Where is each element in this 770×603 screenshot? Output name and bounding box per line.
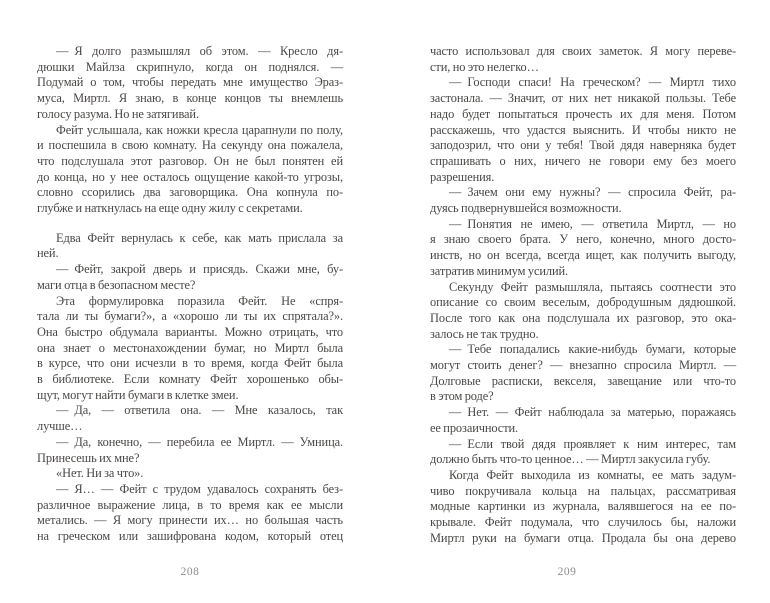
text-line: Фейт услышала, как ножки кресла царапнули по полу,	[56, 122, 343, 137]
text-line: в этом роде?	[430, 389, 494, 404]
text-line: После того как она подслушала их разговор, это ока-	[430, 310, 736, 325]
text-line: — Нет. — Фейт наблюдала за матерью, поражаясь	[449, 405, 736, 420]
text-line: Секунду Фейт размышляла, пытаясь соотнести это	[449, 279, 736, 294]
text-line: Долговые расписки, векселя, завещание или что-то	[430, 373, 736, 388]
text-line: залось не так трудно.	[430, 326, 539, 341]
left-page-text	[37, 44, 343, 545]
text-line: Подумай о том, чтобы передать мне имущество Эраз-	[37, 75, 343, 90]
right-page-text	[430, 44, 736, 547]
text-line: она знает о местонахождении бумаг, но Миртл была	[37, 340, 343, 355]
text-line: маги отца в безопасном месте?	[37, 277, 196, 292]
text-line: могут стоить денег? — внезапно спросила Миртл. —	[430, 358, 736, 373]
text-line: на греческом или зашифрована кодом, который отец	[37, 529, 343, 544]
text-line: — Тебе попадались какие-нибудь бумаги, которые	[449, 342, 736, 357]
text-line: дуясь подвернувшейся возможности.	[430, 201, 622, 216]
text-line: расскажешь, что удастся выяснить. И чтобы никто не	[430, 122, 736, 137]
text-line: должно быть что-то ценное… — Миртл закусила губу.	[430, 452, 711, 467]
text-line: ее прозаичности.	[430, 420, 519, 435]
text-line: словно ссорились два заговорщика. Она копнула по-	[37, 185, 343, 200]
text-line: муса, Миртл. Я знаю, в конце концов ты внемлешь	[37, 91, 343, 106]
text-line: описание со своим веселым, добродушным дядюшкой.	[430, 295, 736, 310]
text-line: — Я долго размышлял об этом. — Кресло дя-	[56, 44, 343, 58]
section-break	[37, 217, 343, 231]
text-line: Миртл руки на бумаги отца. Продала бы она дерево	[430, 530, 736, 545]
text-line: я знаю своего брата. У него, конечно, много досто-	[430, 232, 736, 247]
text-line: голосу разума. Но не затягивай.	[37, 106, 199, 121]
text-line: в курсе, что они исчезли в то время, когда Фейт была	[37, 356, 343, 371]
text-line: надо будет попытаться прочесть их для меня. Потом	[430, 106, 736, 121]
text-line: — Если твой дядя проявляет к ним интерес, там	[449, 436, 736, 451]
text-line: в библиотеке. Если комнату Фейт хорошенько обы-	[37, 372, 343, 387]
text-line: — Господи спаси! На греческом? — Миртл тихо	[449, 75, 736, 90]
text-line: тала ли ты бумаги?», а «хорошо ли ты их спрятала?».	[37, 309, 343, 324]
text-line: — Понятия не имею, — ответила Миртл, — но	[449, 216, 736, 231]
text-line: лучше…	[37, 419, 83, 434]
text-line: ней.	[37, 246, 59, 261]
text-line: спрашивать о них, ничего не говори ему без моего	[430, 153, 736, 168]
text-line: крывале. Фейт подумала, что случилось бы, наложи	[430, 515, 736, 530]
text-line: Эта формулировка поразила Фейт. Не «спря-	[56, 293, 343, 308]
text-line: — Да, — ответила она. — Мне казалось, так	[56, 403, 343, 418]
text-line: инств, но он всегда, всегда ищет, как получить выгоду,	[430, 248, 736, 263]
text-line: до конца, но у нее осталось ощущение какой-то угрозы,	[37, 169, 343, 184]
text-line: заподозрил, что они у тебя! Твой дядя наверняка будет	[430, 138, 736, 153]
left-page-number: 208	[180, 566, 200, 578]
text-line: Едва Фейт вернулась к себе, как мать прислала за	[56, 230, 343, 245]
text-line: сти, но это нелегко…	[430, 59, 539, 74]
text-line: часто использовал для своих заметок. Я могу переве-	[430, 44, 736, 58]
text-line: метались. — Я могу принести их… но большая часть	[37, 513, 343, 528]
text-line: что подслушала этот разговор. Он не был понятен ей	[37, 153, 343, 168]
text-line: застонала. — Значит, от них нет никакой пользы. Тебе	[430, 91, 736, 106]
text-line: — Да, конечно, — перебила ее Миртл. — Умница.	[56, 434, 343, 449]
text-line: глубже и наткнулась на еще одну жилу с секретами.	[37, 201, 303, 216]
text-line: различное выражение лица, в то время как ее мысли	[37, 497, 343, 512]
text-line: и поспешила в свою комнату. На секунду она пожалела,	[37, 138, 343, 153]
text-line: — Зачем они ему нужны? — спросила Фейт, ра-	[449, 185, 736, 200]
text-line: — Я… — Фейт с трудом удавалось сохранять без-	[56, 481, 343, 496]
text-line: модные картинки из журнала, валявшегося на ее по-	[430, 499, 736, 514]
text-line: разрешения.	[430, 169, 495, 184]
text-line: «Нет. Ни за что».	[56, 466, 144, 481]
right-page-number: 209	[557, 566, 577, 578]
text-line: — Фейт, закрой дверь и присядь. Скажи мне, бу-	[56, 262, 343, 277]
text-line: дюшки Майлза скрипнуло, когда он поднялся. —	[37, 59, 343, 74]
text-line: чиво покручивала кольца на пальцах, рассматривая	[430, 483, 736, 498]
text-line: Принесешь их мне?	[37, 450, 140, 465]
text-line: щут, могут найти бумаги в клетке змеи.	[37, 387, 239, 402]
text-line: затратив минимум усилий.	[430, 263, 569, 278]
text-line: Она быстро обдумала варианты. Можно отрицать, что	[37, 324, 343, 339]
text-line: Когда Фейт выходила из комнаты, ее мать задум-	[449, 467, 736, 482]
